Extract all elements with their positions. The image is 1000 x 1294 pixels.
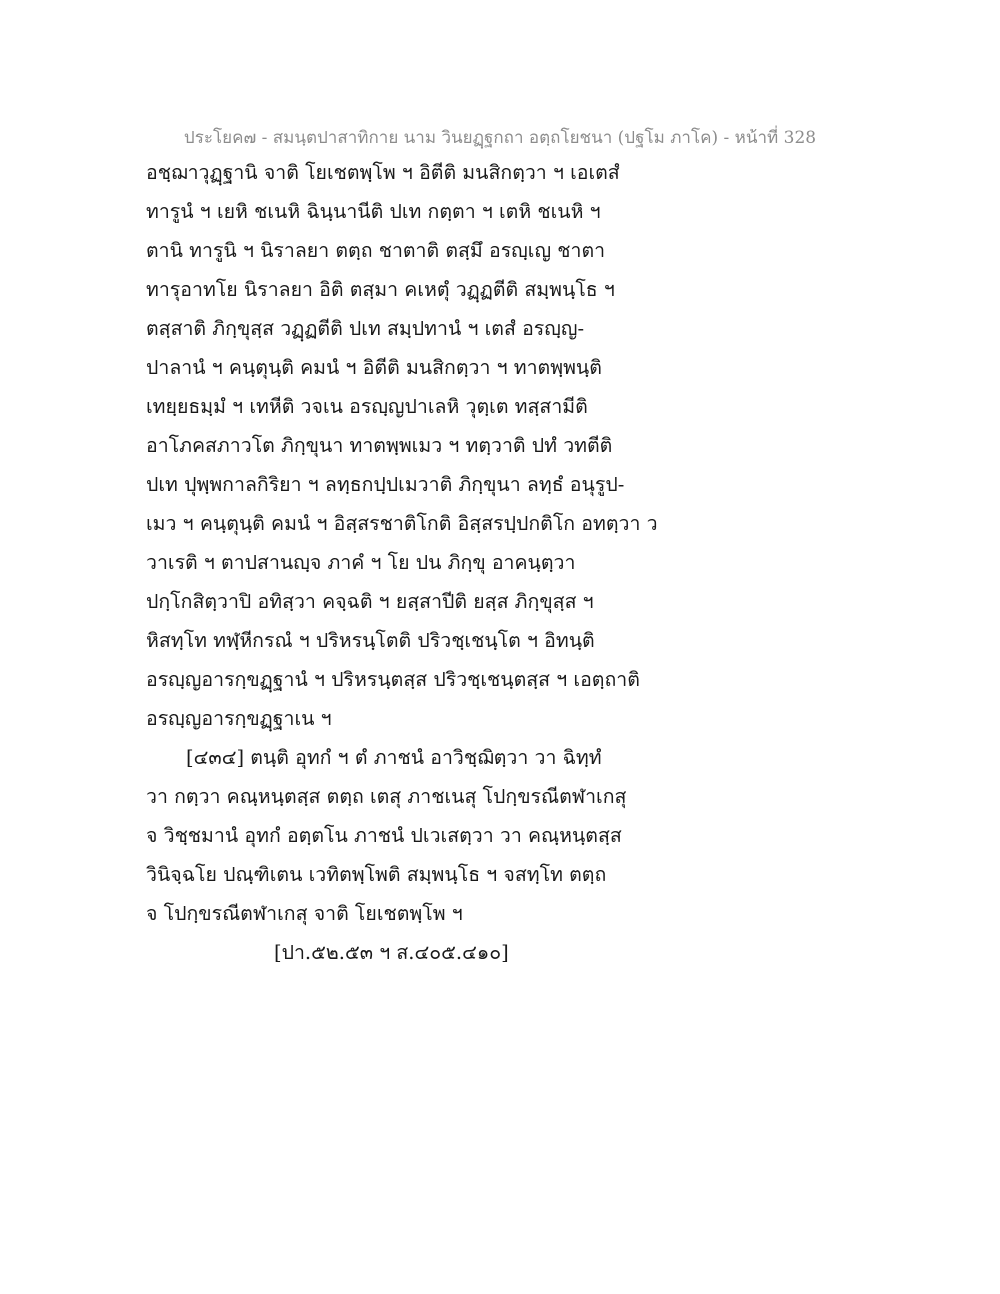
text-line: เทยฺยธมฺมํ ฯ เทหีติ วจเน อรญฺญปาเลหิ วุตฺเต ทสฺสามีติ [146, 395, 588, 418]
text-line: ตสฺสาติ ภิกฺขุสฺส วฏฺฏตีติ ปเท สมฺปทานํ ฯ เตสํ อรญฺญ- [146, 317, 585, 340]
text-line: จ วิชฺชมานํ อุทกํ อตฺตโน ภาชนํ ปเวเสตฺวา วา คณฺหนฺตสฺส [146, 824, 622, 847]
text-line: ทารุอาทโย นิราลยา อิติ ตสฺมา คเหตุํ วฏฺฏตีติ สมฺพนฺโธ ฯ [146, 278, 615, 301]
body-text [146, 158, 846, 977]
text-line: อาโภคสภาวโต ภิกฺขุนา ทาตพฺพเมว ฯ ทตฺวาติ ปทํ วทตีติ [146, 434, 613, 457]
text-line: ทารูนํ ฯ เยหิ ชเนหิ ฉินฺนานีติ ปเท กตฺตา ฯ เตหิ ชเนหิ ฯ [146, 200, 601, 223]
text-line: ปเท ปุพฺพกาลกิริยา ฯ ลทฺธกปฺปเมวาติ ภิกฺขุนา ลทฺธํ อนุรูป- [146, 473, 625, 496]
text-line: ปกฺโกสิตฺวาปิ อทิสฺวา คจฺฉติ ฯ ยสฺสาปีติ ยสฺส ภิกฺขุสฺส ฯ [146, 590, 594, 613]
text-line: วา กตฺวา คณฺหนฺตสฺส ตตฺถ เตสุ ภาชเนสุ โปกฺขรณีตฬาเกสุ [146, 785, 627, 808]
text-line: จ โปกฺขรณีตฬาเกสุ จาติ โยเชตพฺโพ ฯ [146, 902, 463, 925]
text-line: อรญฺญอารกฺขฏฺฐาเน ฯ [146, 707, 332, 730]
text-line: เมว ฯ คนฺตุนฺติ คมนํ ฯ อิสฺสรชาติโกติ อิสฺสรปฺปกติโก อทตฺวา ว [146, 512, 658, 535]
page-header: ประโยค๗ - สมนฺตปาสาทิกาย นาม วินยฏฺฐกถา อตฺถโยชนา (ปฐโม ภาโค) - หน้าที่ 328 [183, 128, 817, 148]
text-line: หิสทฺโท ทฬฺหีกรณํ ฯ ปริหรนฺโตติ ปริวชฺเชนฺโต ฯ อิทนฺติ [146, 629, 595, 652]
text-line: วินิจฺฉโย ปณฺฑิเตน เวทิตพฺโพติ สมฺพนฺโธ ฯ จสทฺโท ตตฺถ [146, 863, 607, 886]
paragraph-1 [146, 158, 846, 743]
text-line: วาเรติ ฯ ตาปสานญฺจ ภาคํ ฯ โย ปน ภิกฺขุ อาคนฺตฺวา [146, 551, 576, 574]
text-line: อรญฺญอารกฺขฏฺฐานํ ฯ ปริหรนฺตสฺส ปริวชฺเชนฺตสฺส ฯ เอตฺถาติ [146, 668, 640, 691]
paragraph-2 [146, 743, 846, 938]
text-line: ตานิ ทารูนิ ฯ นิราลยา ตตฺถ ชาตาติ ตสฺมึ อรญฺเญ ชาตา [146, 239, 606, 262]
text-line: ปาลานํ ฯ คนฺตุนฺติ คมนํ ฯ อิตีติ มนสิกตฺวา ฯ ทาตพฺพนฺติ [146, 356, 602, 379]
text-line: อชฺฌาวุฏฺฐานิ จาติ โยเชตพฺโพ ฯ อิตีติ มนสิกตฺวา ฯ เอเตสํ [146, 161, 620, 184]
source-reference: [ปา.๕๒.๕๓ ฯ ส.๔๐๕.๔๑๐] [274, 941, 509, 964]
text-line: [๔๓๔] ตนฺติ อุทกํ ฯ ตํ ภาชนํ อาวิชฺฌิตฺวา วา ฉิทฺทํ [186, 746, 602, 769]
